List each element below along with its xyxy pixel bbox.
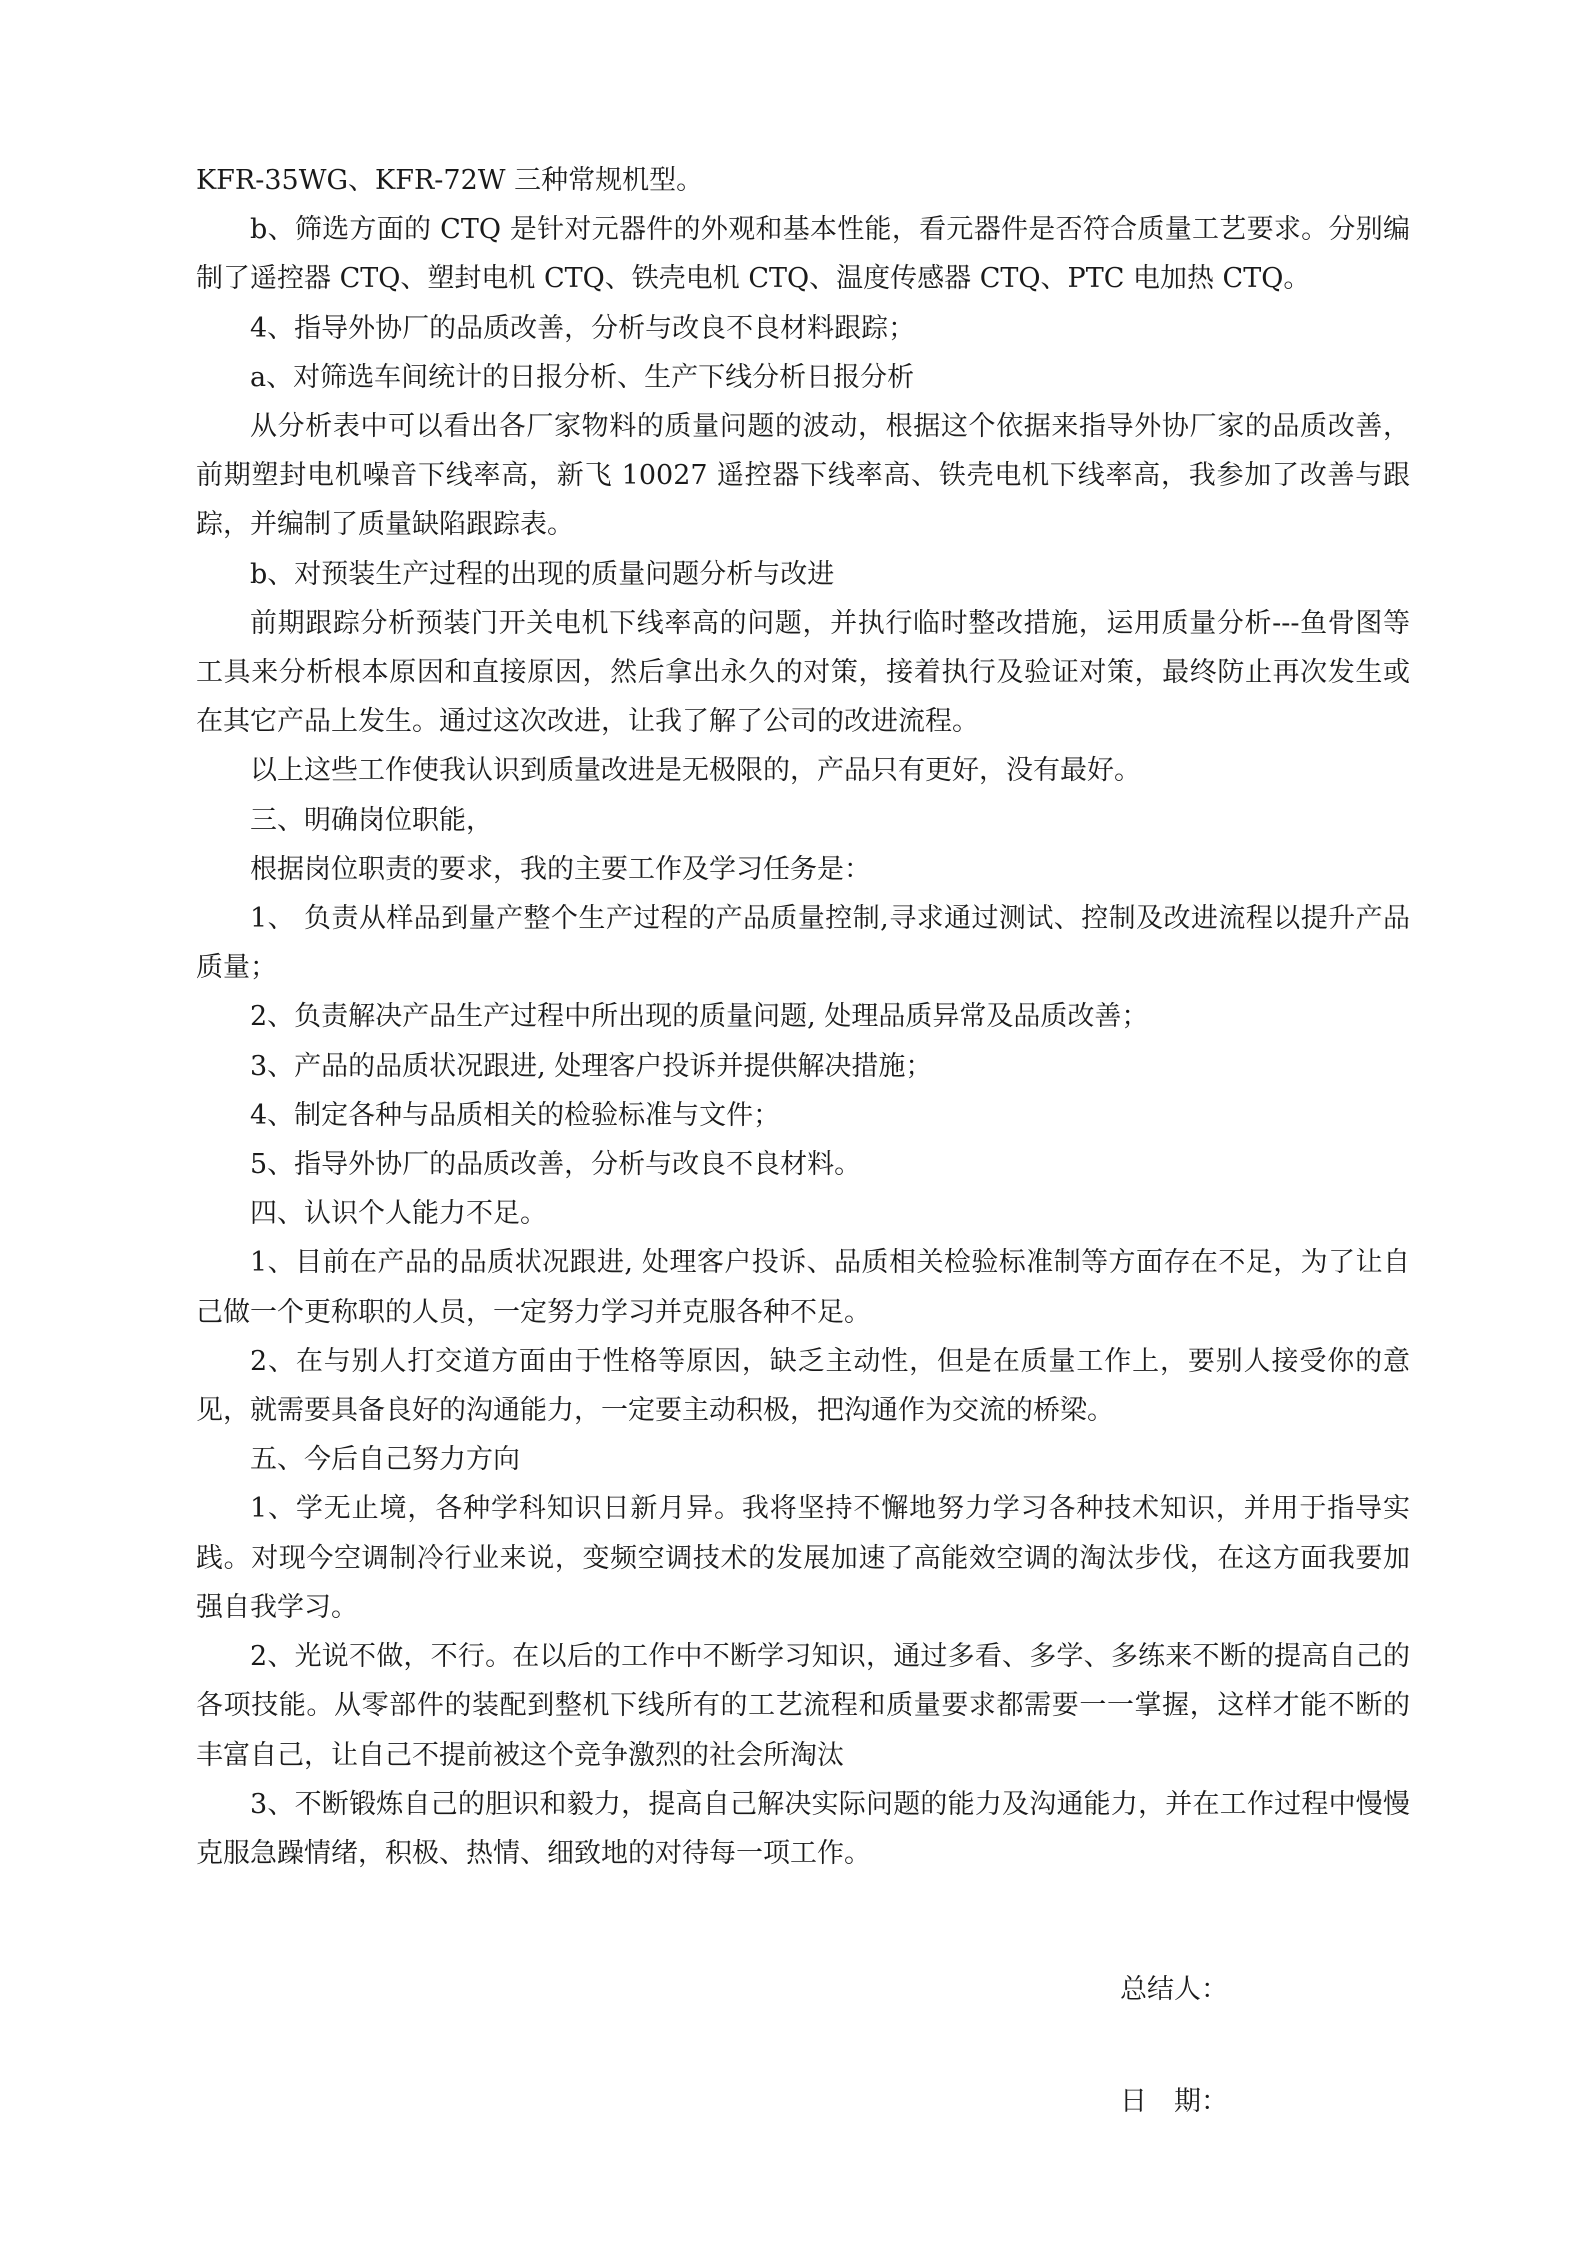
body-paragraph: 4、指导外协厂的品质改善，分析与改良不良材料跟踪； — [250, 312, 916, 344]
body-paragraph: 根据岗位职责的要求，我的主要工作及学习任务是： — [250, 853, 871, 885]
body-paragraph: 2、负责解决产品生产过程中所出现的质量问题, 处理品质异常及品质改善； — [250, 1001, 1149, 1033]
body-paragraph: b、对预装生产过程的出现的质量问题分析与改进 — [250, 558, 835, 590]
body-paragraph: b、筛选方面的 CTQ 是针对元器件的外观和基本性能，看元器件是否符合质量工艺要求。分别编制了遥控器 CTQ、塑封电机 CTQ、铁壳电机 CTQ、温度传感器 CTQ、PTC 电加热 CTQ。 — [196, 214, 1410, 295]
body-paragraph: a、对筛选车间统计的日报分析、生产下线分析日报分析 — [250, 361, 915, 393]
body-paragraph: 3、不断锻炼自己的胆识和毅力，提高自己解决实际问题的能力及沟通能力，并在工作过程中慢慢克服急躁情绪，积极、热情、细致地的对待每一项工作。 — [196, 1788, 1410, 1869]
body-paragraph: 5、指导外协厂的品质改善，分析与改良不良材料。 — [250, 1149, 862, 1181]
body-paragraph: 前期跟踪分析预装门开关电机下线率高的问题，并执行临时整改措施，运用质量分析---鱼骨图等工具来分析根本原因和直接原因，然后拿出永久的对策，接着执行及验证对策，最终防止再次发生或在其它产品上发生。通过这次改进，让我了解了公司的改进流程。 — [196, 607, 1410, 738]
body-paragraph: 2、光说不做，不行。在以后的工作中不断学习知识，通过多看、多学、多练来不断的提高自己的各项技能。从零部件的装配到整机下线所有的工艺流程和质量要求都需要一一掌握，这样才能不断的丰富自己，让自己不提前被这个竞争激烈的社会所淘汰 — [196, 1641, 1410, 1771]
body-paragraph: 1、目前在产品的品质状况跟进, 处理客户投诉、品质相关检验标准制等方面存在不足，为了让自己做一个更称职的人员，一定努力学习并克服各种不足。 — [196, 1247, 1410, 1328]
body-paragraph: 从分析表中可以看出各厂家物料的质量问题的波动，根据这个依据来指导外协厂家的品质改善，前期塑封电机噪音下线率高，新飞 10027 遥控器下线率高、铁壳电机下线率高，我参加了改善与跟踪，并编制了质量缺陷跟踪表。 — [196, 411, 1410, 541]
document-body — [196, 156, 1410, 1878]
signature-author-label: 总结人： — [1120, 1974, 1228, 2005]
body-paragraph: 1、 负责从样品到量产整个生产过程的产品质量控制,寻求通过测试、控制及改进流程以提升产品质量； — [196, 903, 1410, 984]
body-paragraph: 以上这些工作使我认识到质量改进是无极限的，产品只有更好，没有最好。 — [250, 755, 1141, 787]
body-paragraph: 2、在与别人打交道方面由于性格等原因，缺乏主动性，但是在质量工作上，要别人接受你的意见，就需要具备良好的沟通能力，一定要主动积极，把沟通作为交流的桥梁。 — [196, 1345, 1410, 1427]
body-paragraph: 4、制定各种与品质相关的检验标准与文件； — [250, 1099, 781, 1131]
body-paragraph: 三、明确岗位职能， — [250, 804, 493, 836]
body-paragraph: 五、今后自己努力方向 — [250, 1444, 520, 1476]
signature-date-label: 日 期： — [1120, 2086, 1228, 2117]
body-paragraph: 四、认识个人能力不足。 — [250, 1198, 547, 1230]
body-paragraph: 1、学无止境，各种学科知识日新月异。我将坚持不懈地努力学习各种技术知识，并用于指导实践。对现今空调制冷行业来说，变频空调技术的发展加速了高能效空调的淘汰步伐，在这方面我要加强自我学习。 — [196, 1493, 1410, 1623]
body-paragraph: KFR-35WG、KFR-72W 三种常规机型。 — [196, 165, 704, 196]
body-paragraph: 3、产品的品质状况跟进, 处理客户投诉并提供解决措施； — [250, 1050, 933, 1082]
